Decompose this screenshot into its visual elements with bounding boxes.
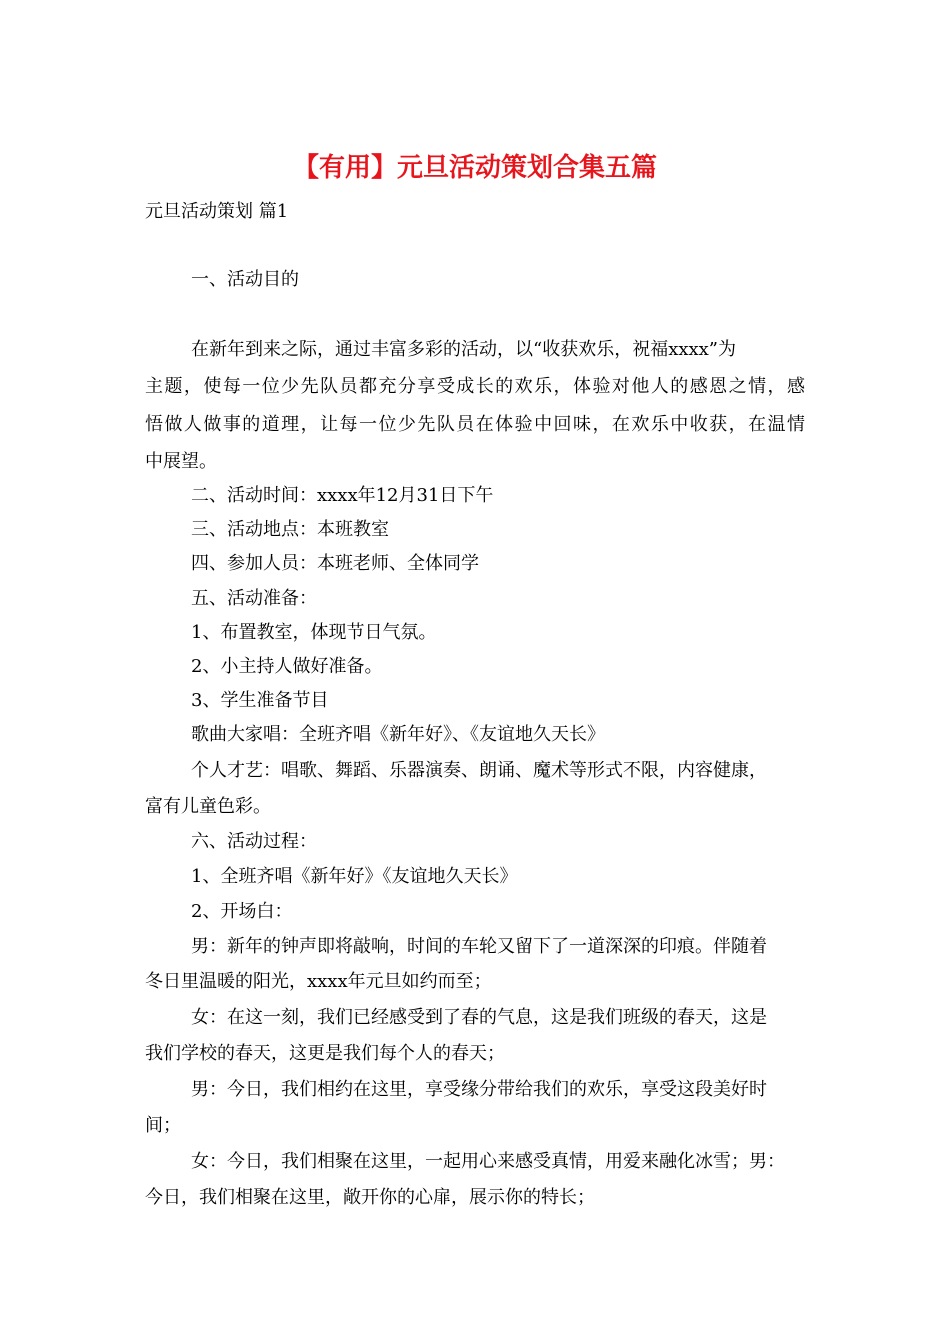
paragraph-line: 四、参加人员：本班老师、全体同学 xyxy=(191,553,479,574)
paragraph-line: 主题，使每一位少先队员都充分享受成长的欢乐，体验对他人的感恩之情，感 xyxy=(145,376,805,397)
paragraph-line: 2、开场白： xyxy=(191,901,293,922)
paragraph-line: 女：今日，我们相聚在这里，一起用心来感受真情，用爱来融化冰雪；男： xyxy=(191,1151,785,1172)
paragraph-line: 男：今日，我们相约在这里，享受缘分带给我们的欢乐，享受这段美好时 xyxy=(191,1079,767,1100)
section-heading: 元旦活动策划 篇1 xyxy=(145,201,289,222)
paragraph-line: 一、活动目的 xyxy=(191,269,299,290)
paragraph-line: 个人才艺：唱歌、舞蹈、乐器演奏、朗诵、魔术等形式不限，内容健康， xyxy=(191,760,767,781)
paragraph-line: 女：在这一刻，我们已经感受到了春的气息，这是我们班级的春天，这是 xyxy=(191,1007,767,1028)
paragraph-line: 二、活动时间：xxxx年12月31日下午 xyxy=(191,485,494,506)
paragraph-line: 男：新年的钟声即将敲响，时间的车轮又留下了一道深深的印痕。伴随着 xyxy=(191,936,767,957)
paragraph-line: 冬日里温暖的阳光，xxxx年元旦如约而至； xyxy=(145,971,492,992)
paragraph-line: 歌曲大家唱：全班齐唱《新年好》、《友谊地久天长》 xyxy=(191,724,605,745)
paragraph-line: 六、活动过程： xyxy=(191,831,317,852)
paragraph-line: 1、布置教室，体现节日气氛。 xyxy=(191,622,437,643)
paragraph-line: 悟做人做事的道理，让每一位少先队员在体验中回味，在欢乐中收获，在温情 xyxy=(145,414,805,435)
paragraph-line: 1、全班齐唱《新年好》《友谊地久天长》 xyxy=(191,866,518,887)
paragraph-line: 中展望。 xyxy=(145,451,217,472)
paragraph-line: 我们学校的春天，这更是我们每个人的春天； xyxy=(145,1043,505,1064)
paragraph-line: 富有儿童色彩。 xyxy=(145,796,271,817)
paragraph-line: 在新年到来之际，通过丰富多彩的活动，以“收获欢乐，祝福xxxx”为 xyxy=(191,339,737,360)
paragraph-line: 三、活动地点：本班教室 xyxy=(191,519,389,540)
paragraph-line: 五、活动准备： xyxy=(191,588,317,609)
paragraph-line: 2、小主持人做好准备。 xyxy=(191,656,383,677)
paragraph-line: 间； xyxy=(145,1115,181,1136)
paragraph-line: 3、学生准备节目 xyxy=(191,690,329,711)
paragraph-line: 今日，我们相聚在这里，敞开你的心扉，展示你的特长； xyxy=(145,1187,595,1208)
document-title: 【有用】元旦活动策划合集五篇 xyxy=(292,153,657,183)
